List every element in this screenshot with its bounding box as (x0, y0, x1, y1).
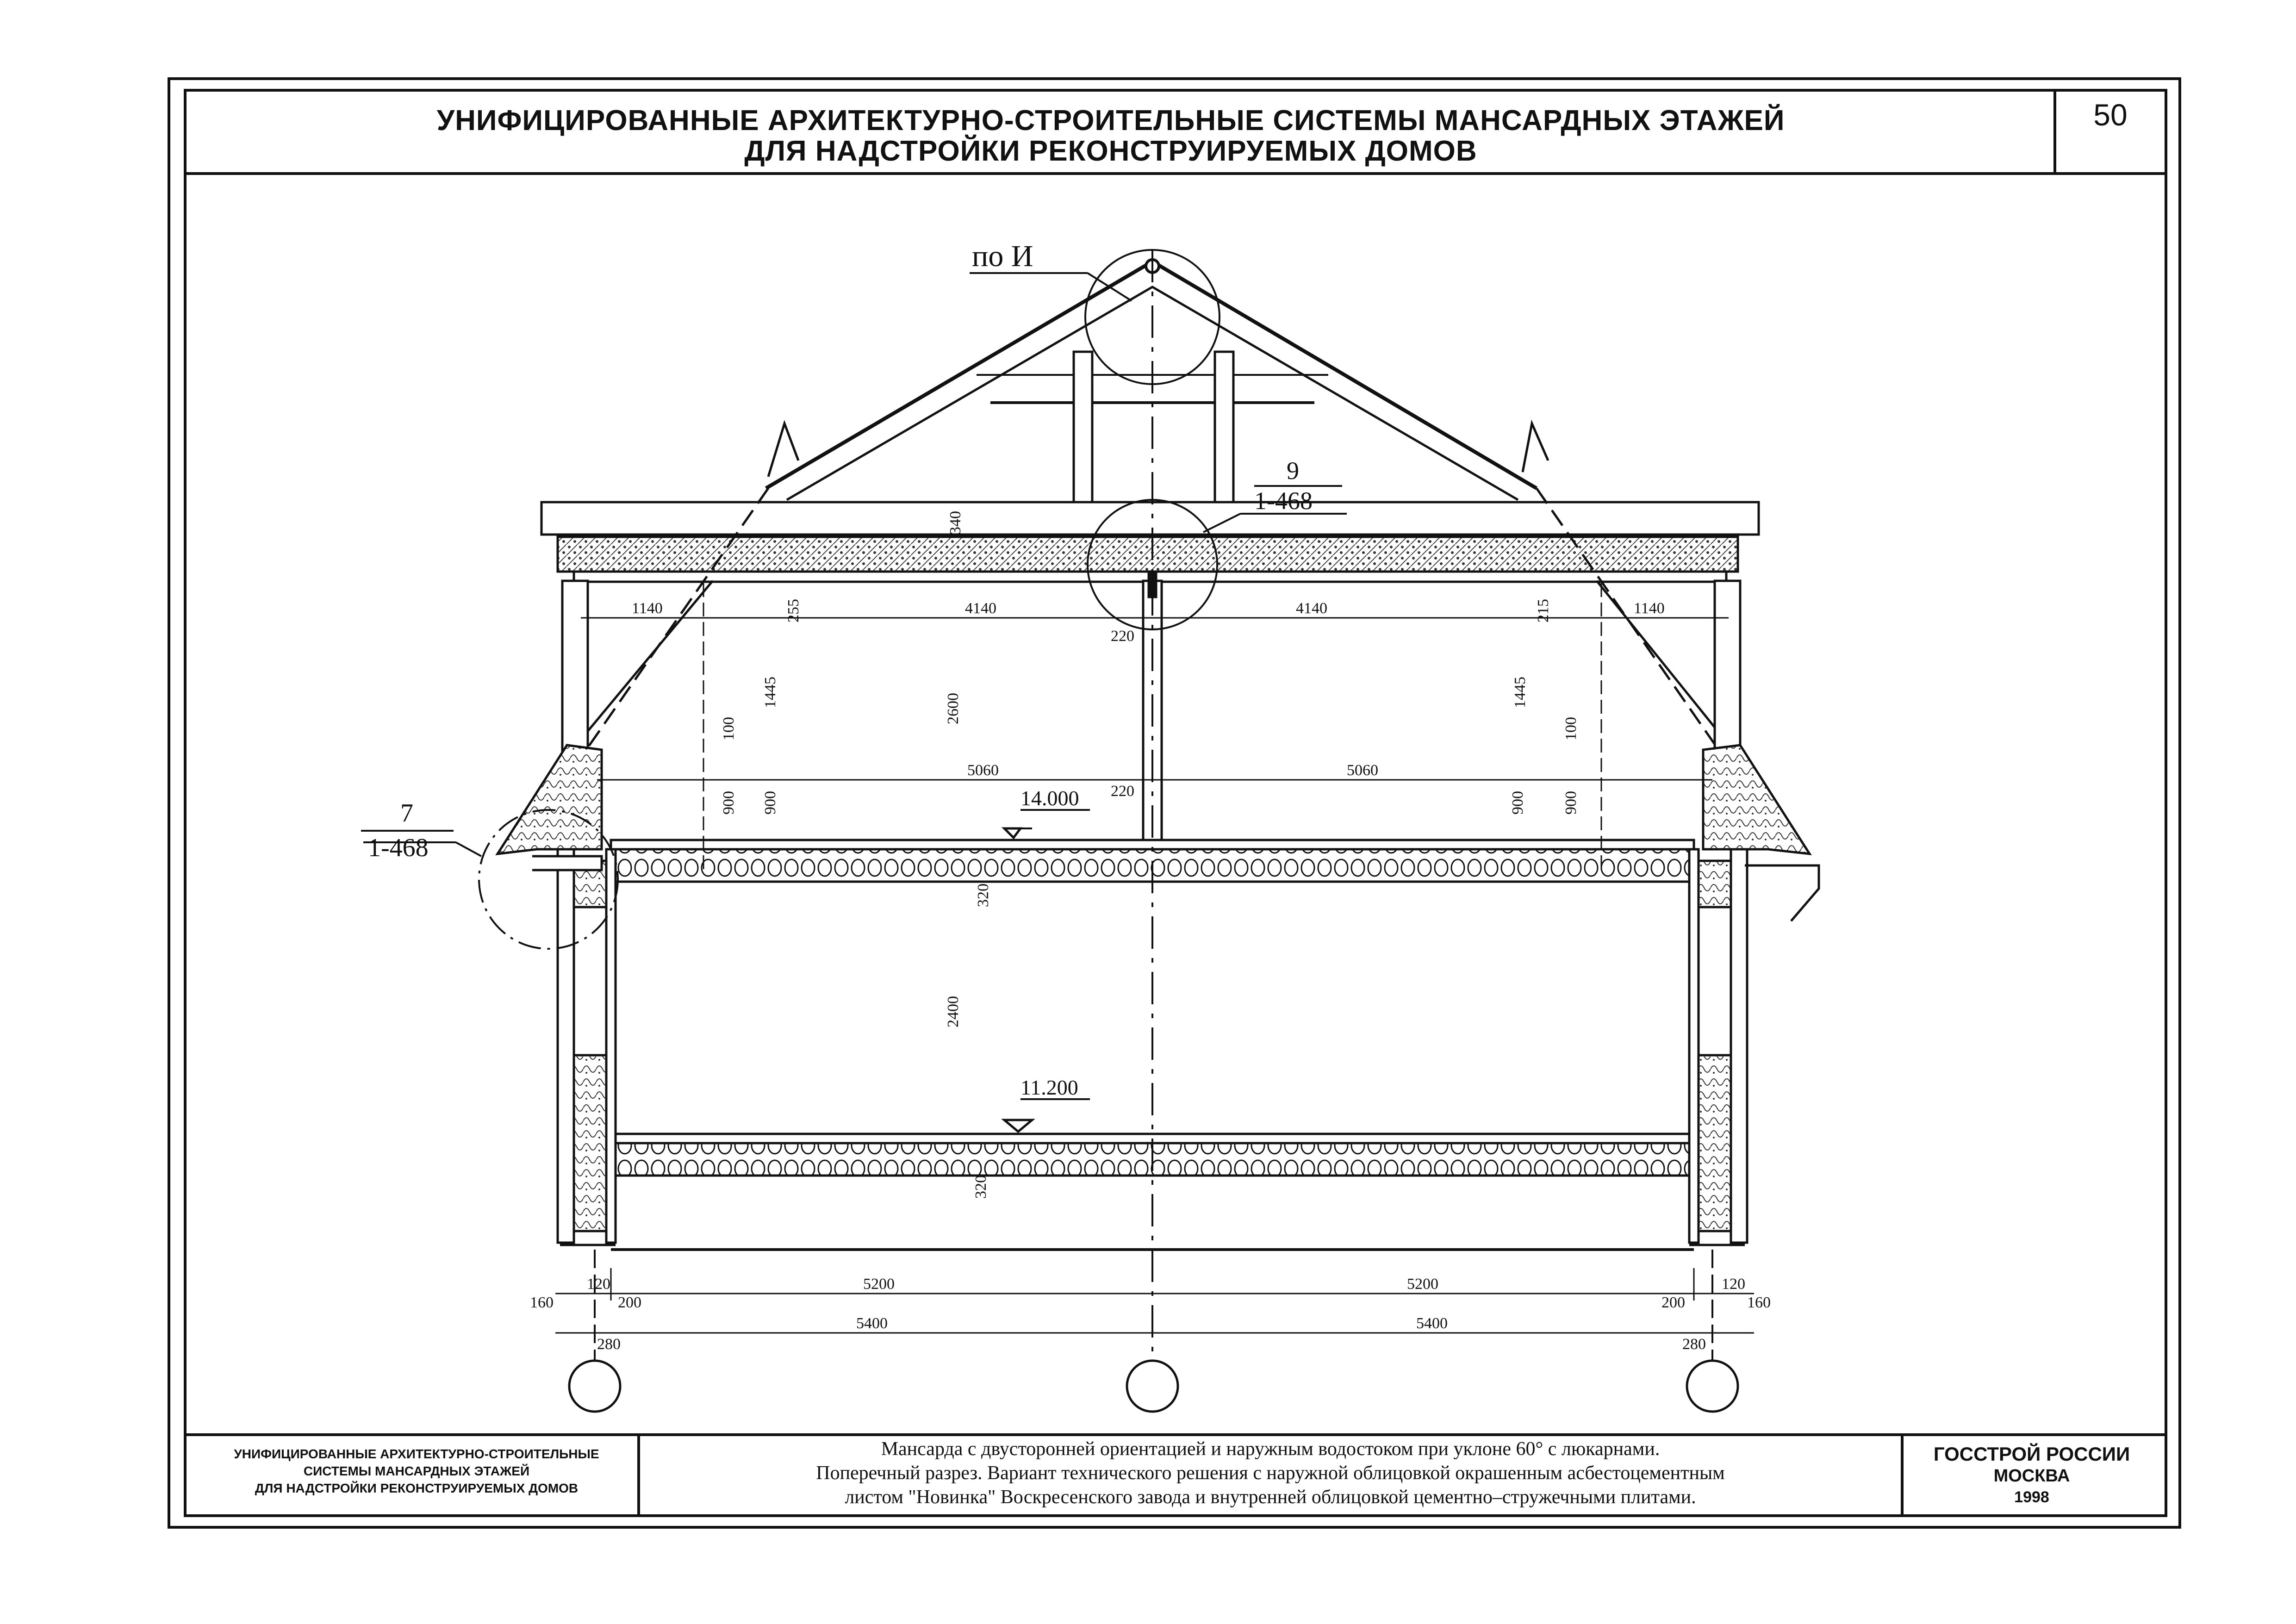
roof-vent-right (1523, 423, 1548, 472)
dim-5060-left: 5060 (967, 762, 999, 779)
stamp-left-line2: СИСТЕМЫ МАНСАРДНЫХ ЭТАЖЕЙ (303, 1464, 530, 1478)
attic-slab-top (541, 502, 1759, 535)
dim-100-right: 100 (1562, 717, 1580, 740)
dim-5400-right: 5400 (1416, 1315, 1448, 1332)
dim-120-left: 120 (587, 1276, 610, 1293)
dim-215: 215 (1535, 599, 1552, 622)
dim-2400: 2400 (945, 996, 962, 1027)
node-7-number: 7 (400, 799, 413, 828)
dim-900-left-b: 900 (762, 791, 779, 815)
node-9-sheet: 1-468 (1254, 487, 1313, 515)
dim-280-right: 280 (1682, 1336, 1706, 1353)
king-post-left (1074, 352, 1092, 509)
wall-right-upper (1715, 581, 1740, 757)
node-9-number: 9 (1287, 457, 1299, 485)
wall-right-outer (1731, 849, 1747, 1243)
dormer-right (1703, 745, 1810, 854)
description-line3: листом "Новинка" Воскресенского завода и внутренней облицовкой цементно–стружечными плитами. (845, 1487, 1696, 1508)
dim-340: 340 (947, 511, 964, 535)
description-line2: Поперечный разрез. Вариант технического решения с наружной облицовкой окрашенным асбестоцементным (816, 1462, 1725, 1484)
node-7-sheet: 1-468 (368, 834, 429, 862)
org-year: 1998 (2014, 1488, 2049, 1506)
dim-1445-right: 1445 (1512, 677, 1529, 708)
dim-160-right: 160 (1747, 1294, 1771, 1311)
dim-4140-left: 4140 (965, 600, 996, 617)
dim-2600: 2600 (945, 693, 962, 724)
dim-1140-right: 1140 (1634, 600, 1665, 617)
dim-5200-left: 5200 (863, 1276, 895, 1293)
dim-5060-right: 5060 (1347, 762, 1378, 779)
dim-320-upper: 320 (975, 884, 992, 907)
dim-900-right-a: 900 (1509, 791, 1526, 815)
dim-5200-right: 5200 (1407, 1276, 1438, 1293)
level-lower: 11.200 (1020, 1076, 1078, 1099)
wall-left-insul (574, 1055, 606, 1231)
wall-right-insul (1699, 1055, 1731, 1231)
header-title-line2: ДЛЯ НАДСТРОЙКИ РЕКОНСТРУИРУЕМЫХ ДОМОВ (744, 135, 1477, 167)
axis-bubble-center (1127, 1361, 1178, 1412)
dim-160-left: 160 (530, 1294, 554, 1311)
dim-5400-left: 5400 (856, 1315, 888, 1332)
dim-320-lower: 320 (972, 1175, 989, 1199)
dim-220-mid: 220 (1111, 783, 1134, 800)
king-post-right (1215, 352, 1233, 509)
callout-ridge-label: по И (972, 239, 1033, 273)
dim-1445-left: 1445 (762, 677, 779, 708)
level-upper: 14.000 (1020, 786, 1079, 810)
wall-left-upper (562, 581, 588, 757)
description-line1: Мансарда с двусторонней ориентацией и наружным водостоком при уклоне 60° с люкарнами. (881, 1438, 1660, 1460)
axis-bubble-left (569, 1361, 620, 1412)
dormer-left (498, 745, 602, 854)
dim-220-top: 220 (1111, 628, 1134, 645)
wall-left-outer (558, 849, 574, 1243)
dim-900-left-a: 900 (720, 791, 737, 815)
org-city: МОСКВА (1993, 1466, 2070, 1486)
dim-1140-left: 1140 (632, 600, 663, 617)
dim-900-right-b: 900 (1562, 791, 1580, 815)
roof-vent-left (768, 423, 798, 477)
dim-120-right: 120 (1722, 1276, 1745, 1293)
dim-280-left: 280 (597, 1336, 621, 1353)
wall-right-inner (1689, 849, 1699, 1243)
dim-200-left: 200 (618, 1294, 641, 1311)
stamp-left-line1: УНИФИЦИРОВАННЫЕ АРХИТЕКТУРНО-СТРОИТЕЛЬНЫЕ (234, 1447, 599, 1461)
outer-border (169, 79, 2180, 1527)
dim-255: 255 (785, 599, 802, 622)
attic-slab (558, 537, 1738, 572)
cross-section (363, 250, 1819, 1412)
org-name: ГОССТРОЙ РОССИИ (1933, 1443, 2130, 1465)
inner-border (185, 90, 2166, 1516)
dim-4140-right: 4140 (1296, 600, 1327, 617)
stamp-left-line3: ДЛЯ НАДСТРОЙКИ РЕКОНСТРУИРУЕМЫХ ДОМОВ (255, 1481, 579, 1495)
axis-bubble-right (1687, 1361, 1738, 1412)
header-title-line1: УНИФИЦИРОВАННЫЕ АРХИТЕКТУРНО-СТРОИТЕЛЬНЫЕ СИСТЕМЫ МАНСАРДНЫХ ЭТАЖЕЙ (436, 105, 1785, 137)
dim-100-left: 100 (720, 717, 737, 740)
dim-200-right: 200 (1661, 1294, 1685, 1311)
sheet-number: 50 (2093, 98, 2128, 132)
